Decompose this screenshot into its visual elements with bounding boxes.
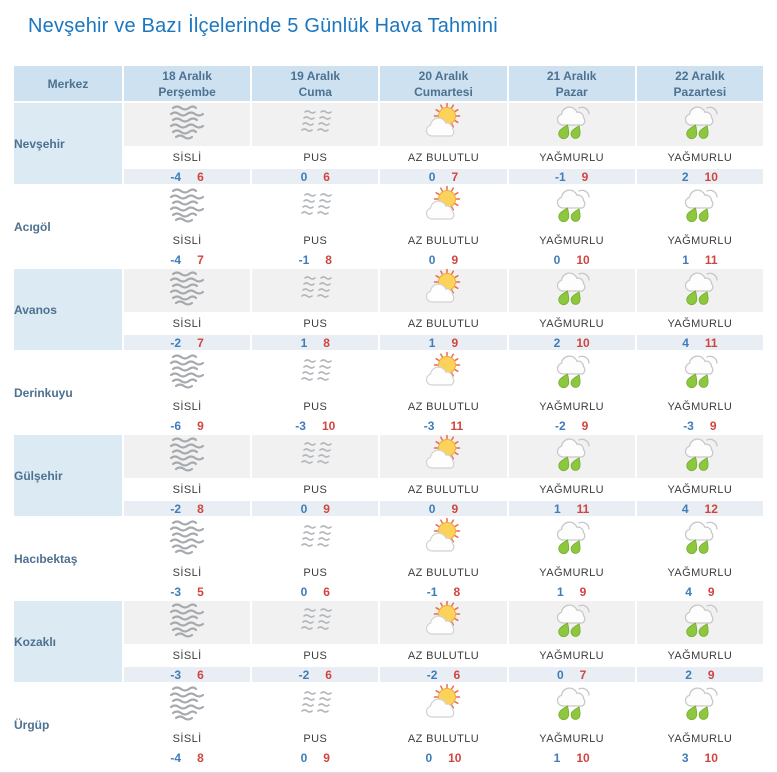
condition-label: YAĞMURLU bbox=[636, 396, 764, 417]
partly-cloudy-icon bbox=[420, 684, 466, 722]
condition-label: SİSLİ bbox=[123, 396, 251, 417]
partly-cloudy-icon bbox=[420, 269, 466, 307]
max-temp: 9 bbox=[581, 418, 589, 433]
temperature-cell bbox=[508, 500, 636, 517]
column-header-day bbox=[636, 65, 764, 102]
header-weekday: Cuma bbox=[298, 84, 332, 99]
weather-icon-cell bbox=[636, 434, 764, 479]
weather-icon-cell bbox=[251, 517, 379, 562]
page-title: Nevşehir ve Bazı İlçelerinde 5 Günlük Hava Tahmini bbox=[28, 15, 498, 37]
condition-label: YAĞMURLU bbox=[508, 147, 636, 168]
rain-icon bbox=[549, 352, 595, 390]
max-temp: 9 bbox=[579, 584, 587, 599]
weather-icon-cell bbox=[251, 102, 379, 147]
max-temp: 10 bbox=[321, 418, 336, 433]
temperature-cell bbox=[251, 168, 379, 185]
mist-icon bbox=[295, 686, 335, 720]
mist-icon bbox=[295, 437, 335, 471]
temperature-cell bbox=[636, 749, 764, 766]
temperature-cell bbox=[123, 583, 251, 600]
weather-icon-cell bbox=[123, 517, 251, 562]
min-temp: -1 bbox=[554, 169, 566, 184]
fog-icon bbox=[167, 436, 207, 472]
partly-cloudy-icon bbox=[420, 103, 466, 141]
condition-row bbox=[13, 396, 764, 417]
temperature-cell bbox=[251, 666, 379, 683]
max-temp: 6 bbox=[197, 667, 204, 682]
weather-icon-cell bbox=[636, 683, 764, 728]
min-temp: 0 bbox=[556, 667, 564, 682]
weather-icon-cell bbox=[251, 600, 379, 645]
min-temp: -3 bbox=[683, 418, 694, 433]
condition-row bbox=[13, 645, 764, 666]
weather-icon-cell bbox=[508, 517, 636, 562]
fog-icon bbox=[167, 270, 207, 306]
max-temp: 9 bbox=[451, 335, 459, 350]
condition-row bbox=[13, 313, 764, 334]
condition-label: YAĞMURLU bbox=[636, 645, 764, 666]
header-row bbox=[13, 65, 764, 102]
temperature-cell bbox=[636, 168, 764, 185]
temperature-cell bbox=[508, 583, 636, 600]
min-temp: 1 bbox=[553, 501, 561, 516]
city-name-cell: Derinkuyu bbox=[13, 351, 123, 434]
condition-label: PUS bbox=[251, 230, 379, 251]
max-temp: 10 bbox=[576, 750, 590, 765]
condition-label: YAĞMURLU bbox=[636, 479, 764, 500]
temperature-cell bbox=[123, 334, 251, 351]
condition-label: AZ BULUTLU bbox=[379, 147, 507, 168]
city-name-cell: Hacıbektaş bbox=[13, 517, 123, 600]
temperature-cell bbox=[123, 500, 251, 517]
min-temp: 0 bbox=[300, 750, 308, 765]
max-temp: 10 bbox=[576, 252, 590, 267]
temperature-row bbox=[13, 749, 764, 766]
min-temp: -2 bbox=[170, 335, 182, 350]
weather-icon-cell bbox=[123, 268, 251, 313]
max-temp: 10 bbox=[704, 169, 718, 184]
min-temp: -2 bbox=[554, 418, 566, 433]
rain-icon bbox=[677, 352, 723, 390]
min-temp: -3 bbox=[423, 418, 435, 433]
min-temp: 0 bbox=[553, 252, 561, 267]
max-temp: 9 bbox=[451, 501, 459, 516]
column-header-day bbox=[508, 65, 636, 102]
temperature-cell bbox=[379, 666, 507, 683]
condition-label: AZ BULUTLU bbox=[379, 645, 507, 666]
condition-label: YAĞMURLU bbox=[508, 479, 636, 500]
condition-label: PUS bbox=[251, 479, 379, 500]
max-temp: 6 bbox=[453, 667, 461, 682]
temperature-row bbox=[13, 334, 764, 351]
weather-icon-cell bbox=[508, 351, 636, 396]
min-temp: 1 bbox=[300, 335, 308, 350]
max-temp: 7 bbox=[451, 169, 459, 184]
fog-icon bbox=[167, 519, 207, 555]
rain-icon bbox=[549, 601, 595, 639]
column-header-merkez: Merkez bbox=[13, 65, 123, 102]
header-date: 18 Aralık bbox=[162, 68, 212, 83]
weather-icon-cell bbox=[508, 683, 636, 728]
weather-icon-cell bbox=[508, 185, 636, 230]
partly-cloudy-icon bbox=[420, 352, 466, 390]
temperature-cell bbox=[636, 251, 764, 268]
temperature-cell bbox=[508, 417, 636, 434]
temperature-cell bbox=[251, 500, 379, 517]
city-name-cell: Gülşehir bbox=[13, 434, 123, 517]
weather-icon-cell bbox=[251, 185, 379, 230]
rain-icon bbox=[549, 103, 595, 141]
max-temp: 8 bbox=[325, 252, 332, 267]
mist-icon bbox=[295, 354, 335, 388]
min-temp: 2 bbox=[553, 335, 561, 350]
mist-icon bbox=[295, 105, 335, 139]
temperature-cell bbox=[123, 749, 251, 766]
max-temp: 6 bbox=[197, 169, 204, 184]
partly-cloudy-icon bbox=[420, 435, 466, 473]
rain-icon bbox=[549, 518, 595, 556]
temperature-cell bbox=[251, 251, 379, 268]
max-temp: 6 bbox=[323, 169, 330, 184]
max-temp: 7 bbox=[579, 667, 587, 682]
temperature-cell bbox=[123, 251, 251, 268]
condition-row bbox=[13, 479, 764, 500]
condition-label: AZ BULUTLU bbox=[379, 479, 507, 500]
partly-cloudy-icon bbox=[420, 186, 466, 224]
min-temp: -1 bbox=[426, 584, 438, 599]
min-temp: 4 bbox=[681, 501, 689, 516]
temperature-cell bbox=[636, 417, 764, 434]
weather-icon-cell bbox=[379, 351, 507, 396]
temperature-cell bbox=[379, 168, 507, 185]
min-temp: -4 bbox=[170, 169, 182, 184]
header-date: 19 Aralık bbox=[290, 68, 341, 83]
max-temp: 11 bbox=[576, 501, 590, 516]
forecast-row bbox=[13, 351, 764, 396]
column-header-day bbox=[379, 65, 507, 102]
temperature-cell bbox=[251, 749, 379, 766]
city-name-cell: Avanos bbox=[13, 268, 123, 351]
weather-icon-cell bbox=[636, 517, 764, 562]
condition-label: YAĞMURLU bbox=[636, 230, 764, 251]
fog-icon bbox=[167, 602, 207, 638]
rain-icon bbox=[549, 684, 595, 722]
column-header-day bbox=[123, 65, 251, 102]
fog-icon bbox=[167, 104, 207, 140]
min-temp: -2 bbox=[426, 667, 438, 682]
min-temp: 0 bbox=[428, 252, 436, 267]
condition-label: SİSLİ bbox=[123, 230, 251, 251]
temperature-cell bbox=[508, 168, 636, 185]
min-temp: 0 bbox=[425, 750, 433, 765]
forecast-row bbox=[13, 185, 764, 230]
condition-label: SİSLİ bbox=[123, 479, 251, 500]
weather-icon-cell bbox=[379, 600, 507, 645]
condition-label: PUS bbox=[251, 313, 379, 334]
max-temp: 11 bbox=[450, 418, 464, 433]
min-temp: 1 bbox=[556, 584, 564, 599]
temperature-cell bbox=[251, 417, 379, 434]
rain-icon bbox=[677, 518, 723, 556]
mist-icon bbox=[295, 188, 335, 222]
min-temp: 0 bbox=[300, 501, 308, 516]
temperature-row bbox=[13, 666, 764, 683]
max-temp: 8 bbox=[323, 335, 330, 350]
mist-icon bbox=[295, 271, 335, 305]
weather-icon-cell bbox=[123, 434, 251, 479]
max-temp: 12 bbox=[704, 501, 718, 516]
rain-icon bbox=[549, 269, 595, 307]
table-body bbox=[13, 102, 764, 766]
temperature-cell bbox=[251, 334, 379, 351]
condition-label: YAĞMURLU bbox=[508, 396, 636, 417]
mist-icon bbox=[295, 520, 335, 554]
temperature-cell bbox=[123, 417, 251, 434]
condition-label: YAĞMURLU bbox=[636, 147, 764, 168]
temperature-row bbox=[13, 251, 764, 268]
weather-icon-cell bbox=[123, 600, 251, 645]
min-temp: -2 bbox=[298, 667, 310, 682]
condition-label: AZ BULUTLU bbox=[379, 728, 507, 749]
weather-icon-cell bbox=[123, 102, 251, 147]
forecast-row bbox=[13, 102, 764, 147]
rain-icon bbox=[677, 435, 723, 473]
city-name-cell: Nevşehir bbox=[13, 102, 123, 185]
weather-icon-cell bbox=[251, 434, 379, 479]
city-name-cell: Acıgöl bbox=[13, 185, 123, 268]
min-temp: -3 bbox=[295, 418, 306, 433]
condition-label: YAĞMURLU bbox=[508, 313, 636, 334]
header-weekday: Cumartesi bbox=[414, 84, 473, 99]
min-temp: 2 bbox=[685, 667, 692, 682]
weather-icon-cell bbox=[508, 434, 636, 479]
rain-icon bbox=[677, 186, 723, 224]
max-temp: 10 bbox=[704, 750, 718, 765]
condition-label: PUS bbox=[251, 562, 379, 583]
rain-icon bbox=[677, 269, 723, 307]
partly-cloudy-icon bbox=[420, 601, 466, 639]
weather-icon-cell bbox=[636, 102, 764, 147]
temperature-cell bbox=[636, 666, 764, 683]
max-temp: 9 bbox=[709, 418, 717, 433]
weather-icon-cell bbox=[379, 268, 507, 313]
min-temp: 2 bbox=[681, 169, 689, 184]
condition-label: YAĞMURLU bbox=[508, 230, 636, 251]
condition-label: YAĞMURLU bbox=[636, 562, 764, 583]
weather-icon-cell bbox=[379, 517, 507, 562]
weather-icon-cell bbox=[123, 351, 251, 396]
max-temp: 6 bbox=[323, 584, 330, 599]
min-temp: -4 bbox=[170, 252, 182, 267]
weather-icon-cell bbox=[636, 600, 764, 645]
max-temp: 7 bbox=[197, 252, 204, 267]
max-temp: 9 bbox=[707, 667, 715, 682]
temperature-cell bbox=[251, 583, 379, 600]
temperature-cell bbox=[508, 666, 636, 683]
weather-icon-cell bbox=[636, 268, 764, 313]
temperature-cell bbox=[508, 334, 636, 351]
header-weekday: Pazar bbox=[555, 84, 588, 99]
header-weekday: Perşembe bbox=[158, 84, 216, 99]
max-temp: 5 bbox=[197, 584, 204, 599]
weather-icon-cell bbox=[123, 185, 251, 230]
condition-label: YAĞMURLU bbox=[508, 562, 636, 583]
temperature-row bbox=[13, 500, 764, 517]
rain-icon bbox=[677, 601, 723, 639]
header-date: 21 Aralık bbox=[546, 68, 597, 83]
temperature-cell bbox=[508, 251, 636, 268]
condition-label: YAĞMURLU bbox=[636, 313, 764, 334]
condition-label: SİSLİ bbox=[123, 645, 251, 666]
condition-label: PUS bbox=[251, 728, 379, 749]
table-header bbox=[13, 65, 764, 102]
min-temp: 1 bbox=[553, 750, 561, 765]
temperature-cell bbox=[123, 666, 251, 683]
min-temp: -2 bbox=[170, 501, 182, 516]
min-temp: 0 bbox=[428, 169, 436, 184]
condition-label: PUS bbox=[251, 396, 379, 417]
mist-icon bbox=[295, 603, 335, 637]
max-temp: 8 bbox=[453, 584, 461, 599]
condition-label: AZ BULUTLU bbox=[379, 230, 507, 251]
temperature-row bbox=[13, 583, 764, 600]
max-temp: 10 bbox=[576, 335, 590, 350]
condition-row bbox=[13, 147, 764, 168]
city-name-cell: Ürgüp bbox=[13, 683, 123, 766]
weather-icon-cell bbox=[636, 351, 764, 396]
max-temp: 9 bbox=[581, 169, 589, 184]
weather-icon-cell bbox=[379, 102, 507, 147]
min-temp: 3 bbox=[681, 750, 689, 765]
header-weekday: Pazartesi bbox=[673, 84, 727, 99]
fog-icon bbox=[167, 187, 207, 223]
min-temp: 4 bbox=[685, 584, 692, 599]
min-temp: 0 bbox=[428, 501, 436, 516]
min-temp: 0 bbox=[300, 169, 308, 184]
temperature-cell bbox=[379, 500, 507, 517]
forecast-row bbox=[13, 517, 764, 562]
temperature-cell bbox=[379, 251, 507, 268]
city-name-cell: Kozaklı bbox=[13, 600, 123, 683]
partly-cloudy-icon bbox=[420, 518, 466, 556]
max-temp: 8 bbox=[197, 750, 204, 765]
weather-icon-cell bbox=[379, 434, 507, 479]
weather-icon-cell bbox=[379, 185, 507, 230]
temperature-cell bbox=[636, 500, 764, 517]
min-temp: 4 bbox=[682, 335, 689, 350]
condition-label: YAĞMURLU bbox=[508, 645, 636, 666]
fog-icon bbox=[167, 685, 207, 721]
min-temp: -4 bbox=[170, 750, 182, 765]
max-temp: 8 bbox=[197, 501, 204, 516]
fog-icon bbox=[167, 353, 207, 389]
max-temp: 9 bbox=[197, 418, 204, 433]
max-temp: 9 bbox=[323, 750, 330, 765]
min-temp: -6 bbox=[170, 418, 182, 433]
weather-icon-cell bbox=[508, 268, 636, 313]
temperature-cell bbox=[379, 334, 507, 351]
temperature-cell bbox=[379, 583, 507, 600]
min-temp: -1 bbox=[298, 252, 310, 267]
max-temp: 11 bbox=[704, 335, 718, 350]
condition-label: AZ BULUTLU bbox=[379, 313, 507, 334]
condition-label: AZ BULUTLU bbox=[379, 562, 507, 583]
condition-label: YAĞMURLU bbox=[636, 728, 764, 749]
condition-label: AZ BULUTLU bbox=[379, 396, 507, 417]
rain-icon bbox=[549, 435, 595, 473]
max-temp: 9 bbox=[451, 252, 459, 267]
max-temp: 11 bbox=[704, 252, 718, 267]
condition-label: YAĞMURLU bbox=[508, 728, 636, 749]
forecast-row bbox=[13, 268, 764, 313]
weather-icon-cell bbox=[123, 683, 251, 728]
weather-icon-cell bbox=[251, 683, 379, 728]
temperature-row bbox=[13, 168, 764, 185]
min-temp: 1 bbox=[428, 335, 436, 350]
temperature-cell bbox=[379, 417, 507, 434]
condition-row bbox=[13, 562, 764, 583]
header-date: 22 Aralık bbox=[675, 68, 725, 83]
max-temp: 9 bbox=[707, 584, 715, 599]
weather-icon-cell bbox=[251, 268, 379, 313]
condition-label: SİSLİ bbox=[123, 147, 251, 168]
header-date: 20 Aralık bbox=[418, 68, 469, 83]
condition-label: SİSLİ bbox=[123, 313, 251, 334]
rain-icon bbox=[677, 684, 723, 722]
temperature-cell bbox=[379, 749, 507, 766]
forecast-row bbox=[13, 434, 764, 479]
condition-label: SİSLİ bbox=[123, 728, 251, 749]
max-temp: 9 bbox=[323, 501, 330, 516]
temperature-row bbox=[13, 417, 764, 434]
condition-label: PUS bbox=[251, 147, 379, 168]
min-temp: -3 bbox=[170, 584, 182, 599]
condition-row bbox=[13, 728, 764, 749]
condition-row bbox=[13, 230, 764, 251]
temperature-cell bbox=[636, 583, 764, 600]
condition-label: PUS bbox=[251, 645, 379, 666]
forecast-table bbox=[12, 64, 765, 767]
temperature-cell bbox=[636, 334, 764, 351]
min-temp: 0 bbox=[300, 584, 308, 599]
weather-icon-cell bbox=[508, 102, 636, 147]
max-temp: 10 bbox=[448, 750, 462, 765]
temperature-cell bbox=[123, 168, 251, 185]
column-header-day bbox=[251, 65, 379, 102]
condition-label: SİSLİ bbox=[123, 562, 251, 583]
min-temp: -3 bbox=[170, 667, 182, 682]
rain-icon bbox=[549, 186, 595, 224]
temperature-cell bbox=[508, 749, 636, 766]
weather-icon-cell bbox=[251, 351, 379, 396]
rain-icon bbox=[677, 103, 723, 141]
max-temp: 6 bbox=[325, 667, 332, 682]
weather-icon-cell bbox=[379, 683, 507, 728]
weather-icon-cell bbox=[508, 600, 636, 645]
min-temp: 1 bbox=[682, 252, 689, 267]
weather-icon-cell bbox=[636, 185, 764, 230]
max-temp: 7 bbox=[197, 335, 204, 350]
forecast-row bbox=[13, 683, 764, 728]
forecast-row bbox=[13, 600, 764, 645]
